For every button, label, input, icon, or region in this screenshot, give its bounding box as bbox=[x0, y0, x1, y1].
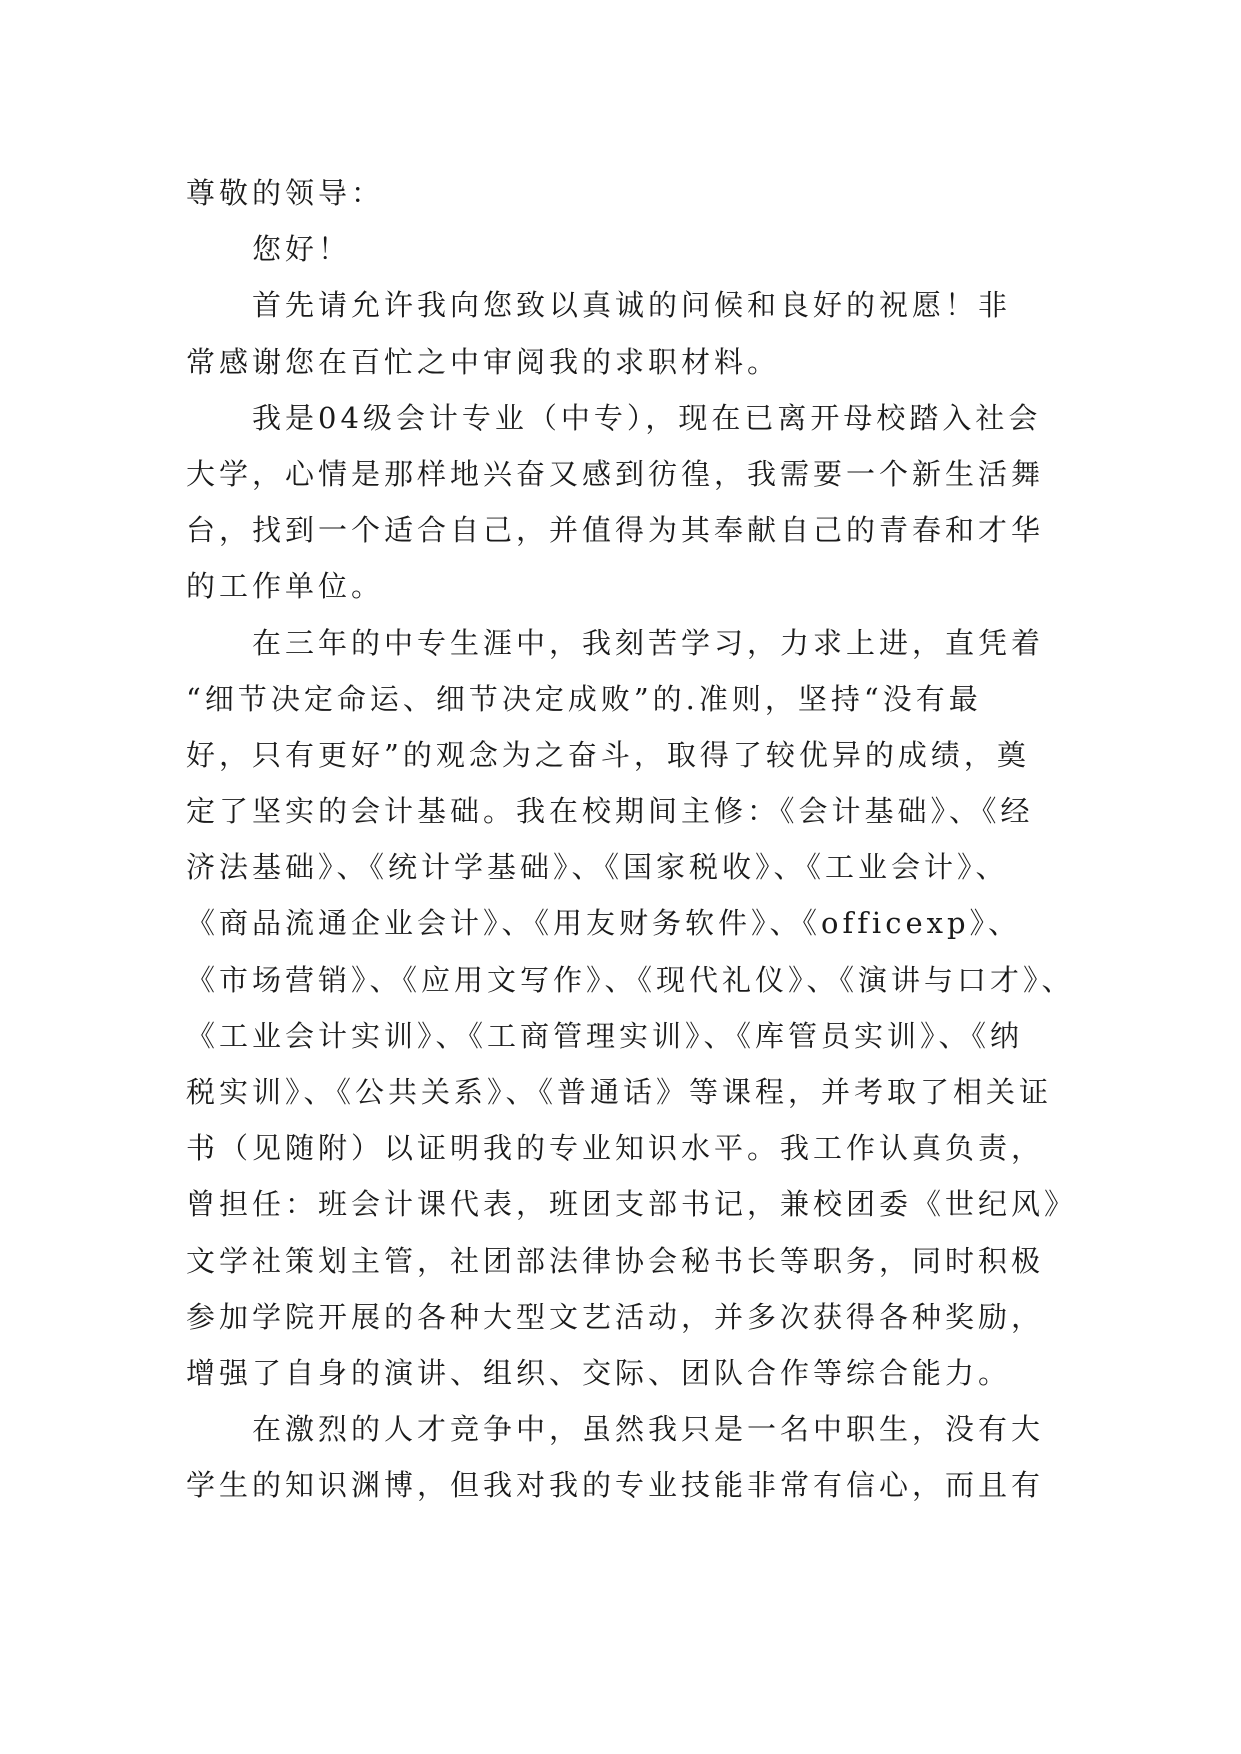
paragraph-line: 文学社策划主管，社团部法律协会秘书长等职务，同时积极 bbox=[186, 1243, 1045, 1278]
paragraph-line: 《市场营销》、《应用文写作》、《现代礼仪》、《演讲与口才》、 bbox=[186, 962, 1075, 997]
paragraph-line: 曾担任：班会计课代表，班团支部书记，兼校团委《世纪风》 bbox=[186, 1187, 1078, 1222]
paragraph-line: 书（见随附）以证明我的专业知识水平。我工作认真负责， bbox=[186, 1131, 1045, 1166]
paragraph-line: “细节决定命运、细节决定成败”的.准则，坚持“没有最 bbox=[186, 681, 982, 716]
paragraph-line: 好，只有更好”的观念为之奋斗，取得了较优异的成绩，奠 bbox=[186, 737, 1030, 772]
salutation: 尊敬的领导： bbox=[186, 176, 385, 210]
paragraph-line: 台，找到一个适合自己，并值得为其奉献自己的青春和才华 bbox=[186, 513, 1045, 548]
paragraph-line: 在激烈的人才竞争中，虽然我只是一名中职生，没有大 bbox=[252, 1412, 1045, 1447]
paragraph-line: 的工作单位。 bbox=[186, 569, 385, 604]
paragraph-line: 学生的知识渊博，但我对我的专业技能非常有信心，而且有 bbox=[186, 1468, 1045, 1503]
paragraph-line: 税实训》、《公共关系》、《普通话》等课程，并考取了相关证 bbox=[186, 1075, 1053, 1109]
paragraph-line: 首先请允许我向您致以真诚的问候和良好的祝愿！非 bbox=[252, 288, 1012, 323]
paragraph-line: 《工业会计实训》、《工商管理实训》、《库管员实训》、《纳 bbox=[186, 1018, 1024, 1053]
paragraph-line: 增强了自身的演讲、组织、交际、团队合作等综合能力。 bbox=[186, 1355, 1012, 1390]
greeting: 您好！ bbox=[252, 232, 352, 267]
paragraph-line: 常感谢您在百忙之中审阅我的求职材料。 bbox=[186, 344, 781, 379]
paragraph-line: 定了坚实的会计基础。我在校期间主修：《会计基础》、《经 bbox=[186, 794, 1034, 829]
paragraph-line: 大学，心情是那样地兴奋又感到彷徨，我需要一个新生活舞 bbox=[186, 456, 1045, 491]
paragraph-line: 济法基础》、《统计学基础》、《国家税收》、《工业会计》、 bbox=[186, 850, 1009, 885]
paragraph-line: 《商品流通企业会计》、《用友财务软件》、《officexp》、 bbox=[186, 906, 1022, 941]
paragraph-line: 在三年的中专生涯中，我刻苦学习，力求上进，直凭着 bbox=[252, 625, 1045, 660]
letter-body bbox=[186, 165, 1078, 1514]
paragraph-line: 参加学院开展的各种大型文艺活动，并多次获得各种奖励， bbox=[186, 1299, 1045, 1334]
paragraph-line: 我是04级会计专业（中专），现在已离开母校踏入社会 bbox=[252, 400, 1042, 435]
